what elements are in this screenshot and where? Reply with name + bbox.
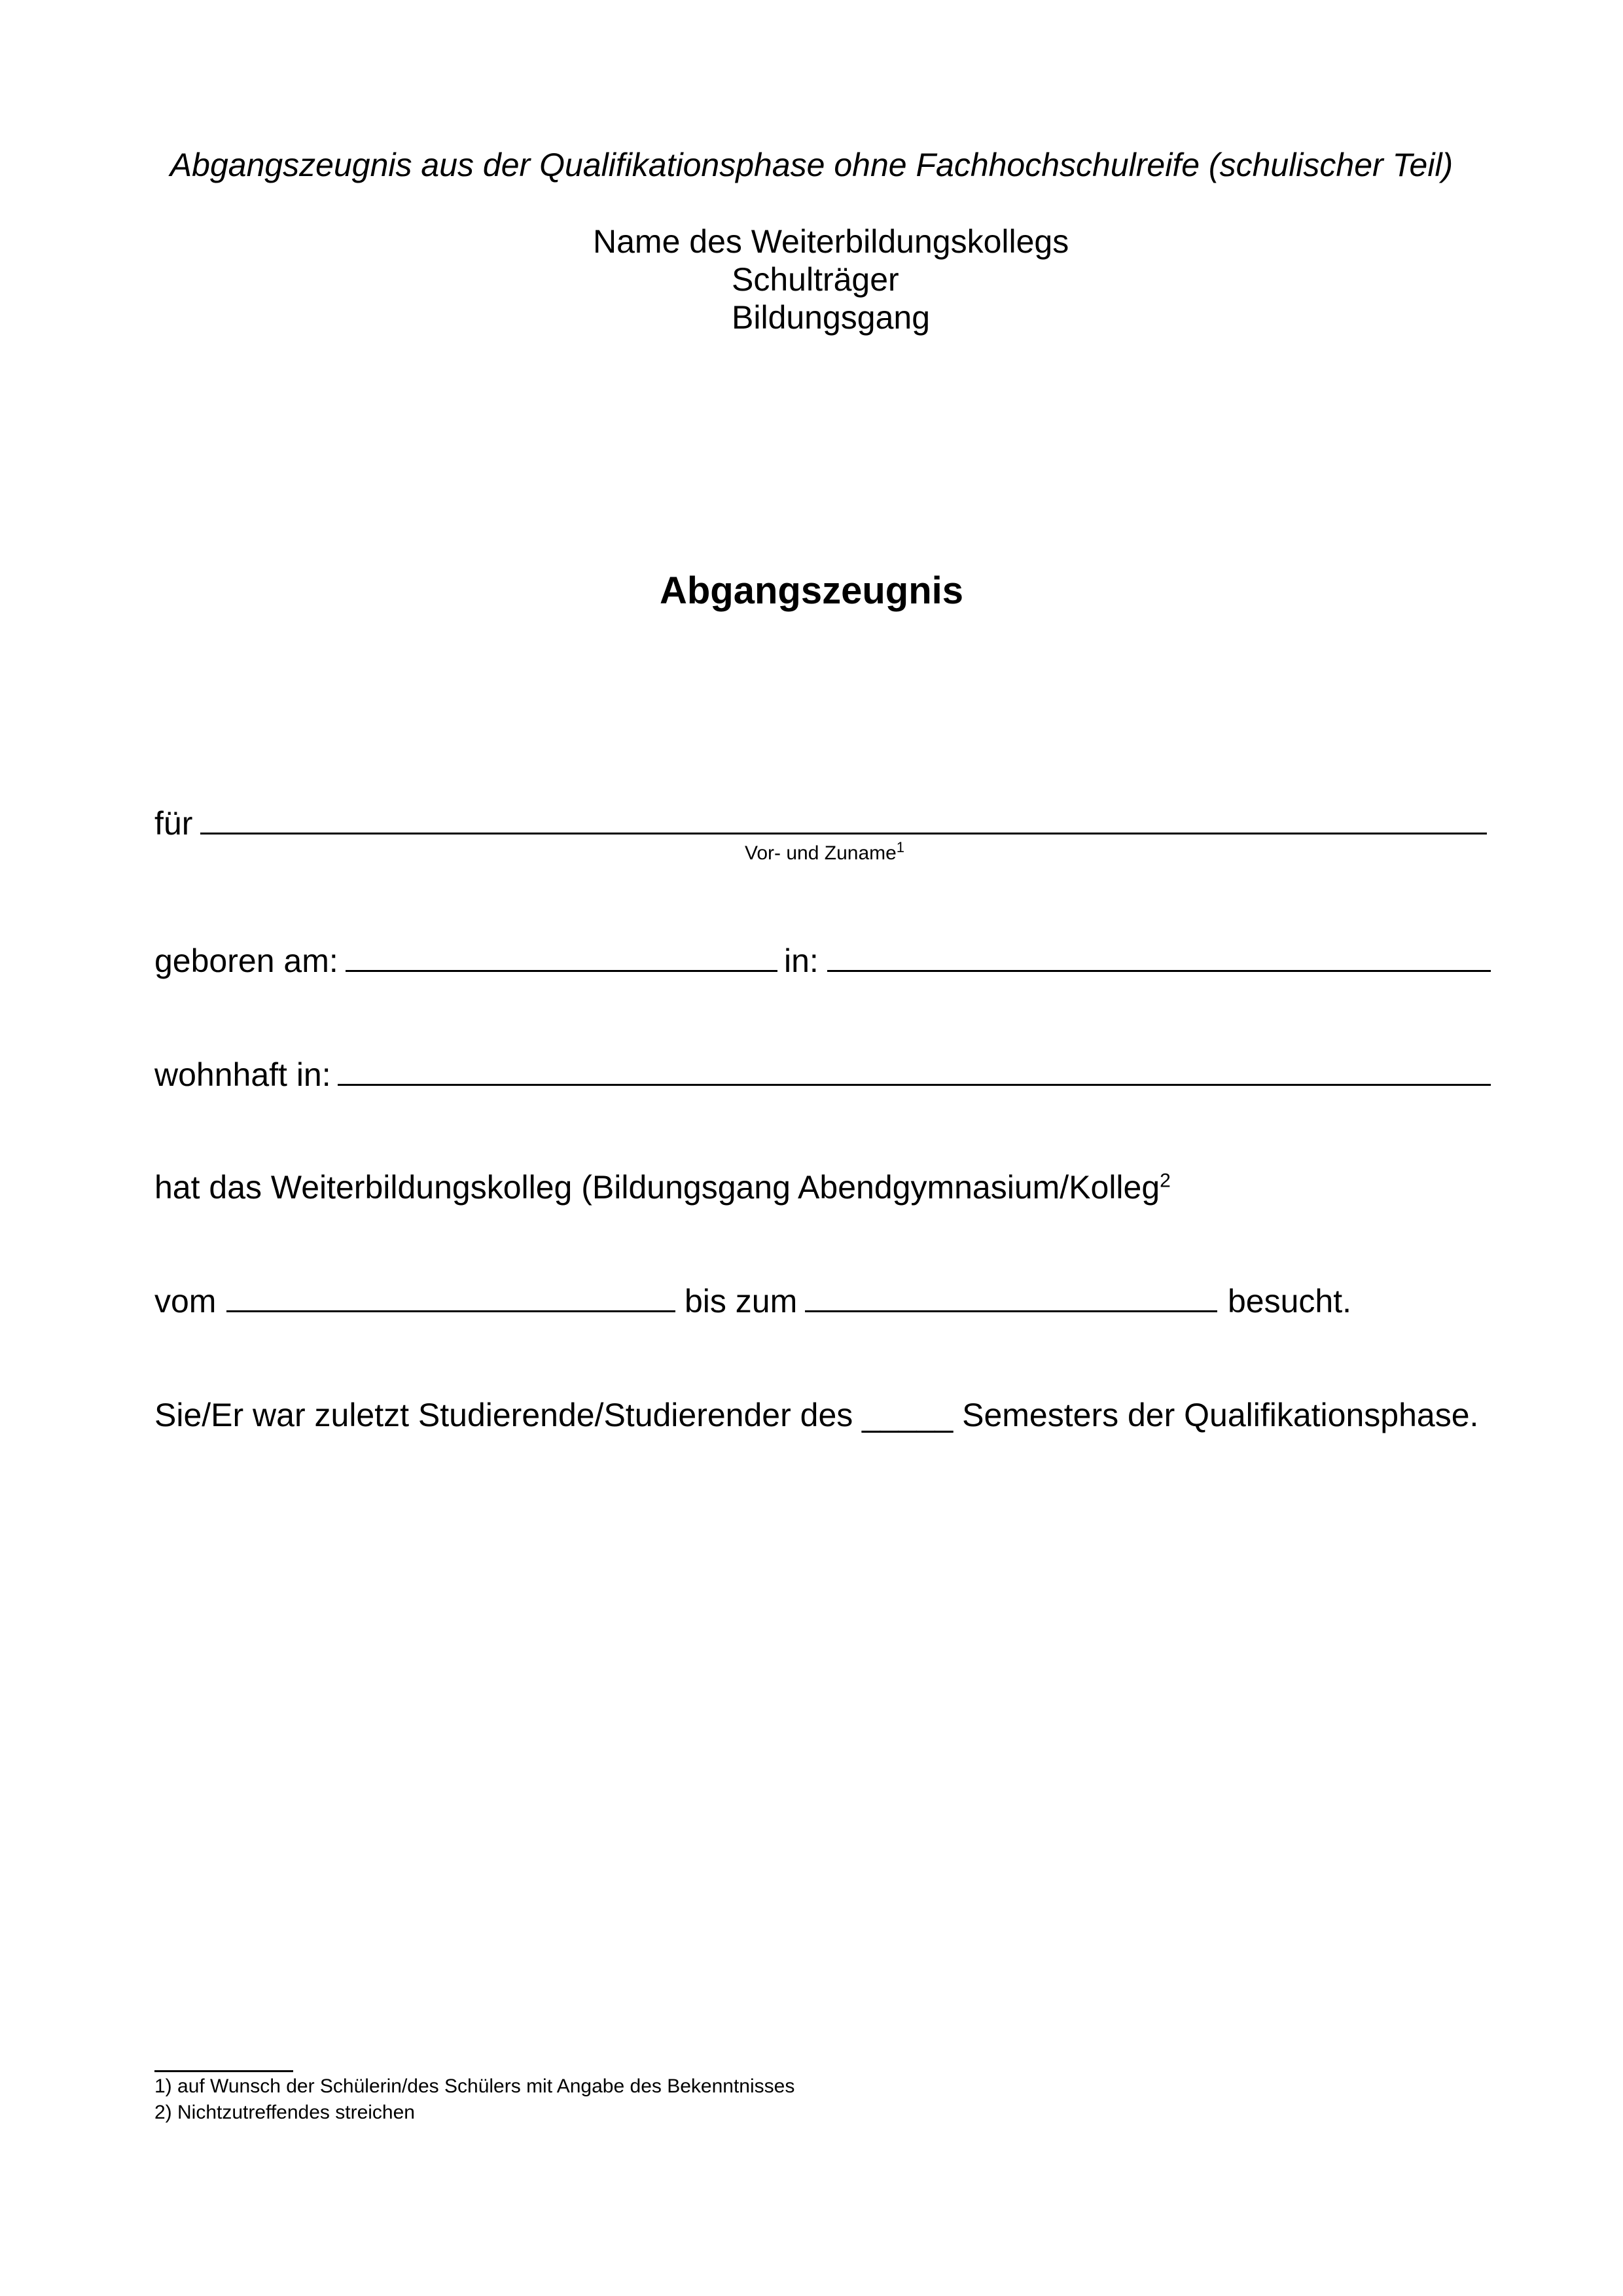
semester-prefix: Sie/Er war zuletzt Studierende/Studierender des xyxy=(154,1397,853,1433)
attended-suffix: besucht. xyxy=(1228,1283,1352,1319)
certificate-subtitle: Abgangszeugnis aus der Qualifikationsphase ohne Fachhochschulreife (schulischer Teil) xyxy=(169,147,1454,183)
program-name: Bildungsgang xyxy=(732,299,931,336)
attended-statement xyxy=(154,1168,1171,1207)
attended-text: hat das Weiterbildungskolleg (Bildungsgang Abendgymnasium/Kolleg xyxy=(154,1169,1160,1206)
to-label: bis zum xyxy=(685,1283,798,1319)
footnote-ref-1: 1 xyxy=(896,839,905,855)
from-date-field[interactable] xyxy=(226,1310,675,1312)
birth-place-field[interactable] xyxy=(827,970,1491,972)
name-field[interactable] xyxy=(200,833,1487,834)
semester-suffix: Semesters der Qualifikationsphase. xyxy=(962,1397,1479,1433)
from-label: vom xyxy=(154,1283,217,1319)
footnote-1: 1) auf Wunsch der Schülerin/des Schülers mit Angabe des Bekenntnisses xyxy=(154,2075,795,2097)
birth-date-label: geboren am: xyxy=(154,942,338,979)
residence-label: wohnhaft in: xyxy=(154,1056,331,1093)
document-title: Abgangszeugnis xyxy=(659,569,964,612)
footnote-ref-2: 2 xyxy=(1160,1170,1171,1192)
birth-date-field[interactable] xyxy=(346,970,777,972)
birth-place-label: in: xyxy=(784,942,819,979)
semester-statement xyxy=(154,1395,1478,1435)
semester-field[interactable]: _____ xyxy=(862,1397,954,1433)
to-date-field[interactable] xyxy=(805,1310,1217,1312)
name-caption xyxy=(745,839,905,865)
footnote-separator xyxy=(154,2070,293,2072)
school-name: Name des Weiterbildungskollegs xyxy=(593,223,1069,260)
residence-field[interactable] xyxy=(338,1084,1491,1086)
fuer-label: für xyxy=(154,805,193,842)
footnote-2: 2) Nichtzutreffendes streichen xyxy=(154,2102,415,2123)
name-row xyxy=(154,804,192,843)
school-carrier: Schulträger xyxy=(732,261,899,298)
name-caption-text: Vor- und Zuname xyxy=(745,842,897,864)
